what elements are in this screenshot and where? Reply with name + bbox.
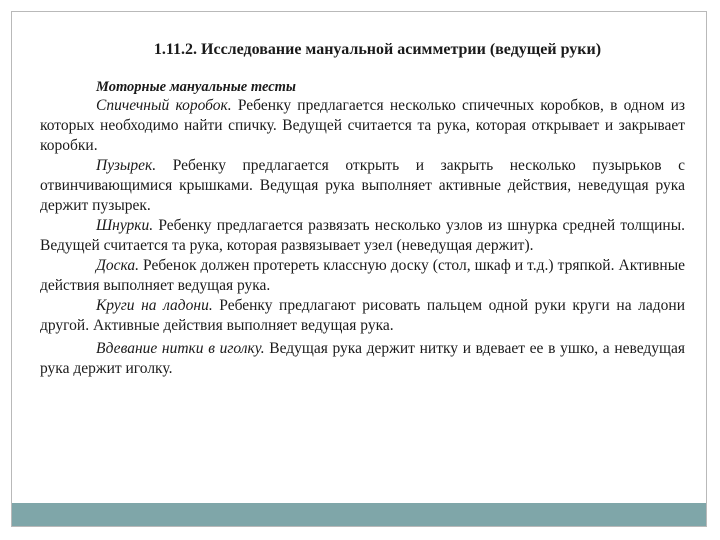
section-heading: Моторные мануальные тесты bbox=[96, 79, 296, 95]
test-description: Ребенку предлагается открыть и закрыть несколько пузырьков с отвинчивающимися крышками. Ведущая рука выполняет активные действия, неведущая рука держит пузырек. bbox=[40, 157, 685, 214]
test-term: Круги на ладони. bbox=[96, 297, 213, 314]
test-description: Ведущая рука держит нитку и вдевает ее в ушко, а неведущая рука держит иголку. bbox=[40, 340, 686, 377]
test-term: Вдевание нитки в иголку. bbox=[96, 340, 265, 357]
document-page bbox=[40, 40, 685, 379]
test-description: Ребенку предлагается несколько спичечных коробков, в одном из которых необходимо найти спичку. Ведущей считается та рука, которая открывает и закрывает коробки. bbox=[40, 97, 685, 154]
footer-bar bbox=[12, 503, 706, 526]
test-item-board bbox=[40, 256, 685, 296]
test-item-palm-circles bbox=[40, 296, 685, 336]
test-term: Пузырек. bbox=[96, 157, 157, 174]
test-description: Ребенку предлагается развязать несколько узлов из шнурка средней толщины. Ведущей считается та рука, которая развязывает узел (неведущая держит). bbox=[40, 217, 685, 254]
test-item-threading bbox=[40, 339, 685, 379]
test-item-bottle bbox=[40, 156, 685, 216]
page-title: 1.11.2. Исследование мануальной асимметрии (ведущей руки) bbox=[153, 41, 602, 58]
test-item-laces bbox=[40, 216, 685, 256]
test-description: Ребенок должен протереть классную доску (стол, шкаф и т.д.) тряпкой. Активные действия выполняет ведущая рука. bbox=[40, 257, 685, 294]
test-term: Спичечный коробок. bbox=[96, 97, 232, 114]
test-description: Ребенку предлагают рисовать пальцем одной руки круги на ладони другой. Активные действия выполняет ведущая рука. bbox=[40, 297, 686, 334]
test-term: Шнурки. bbox=[96, 217, 154, 234]
test-term: Доска. bbox=[96, 257, 139, 274]
test-item-matchbox bbox=[40, 96, 685, 156]
